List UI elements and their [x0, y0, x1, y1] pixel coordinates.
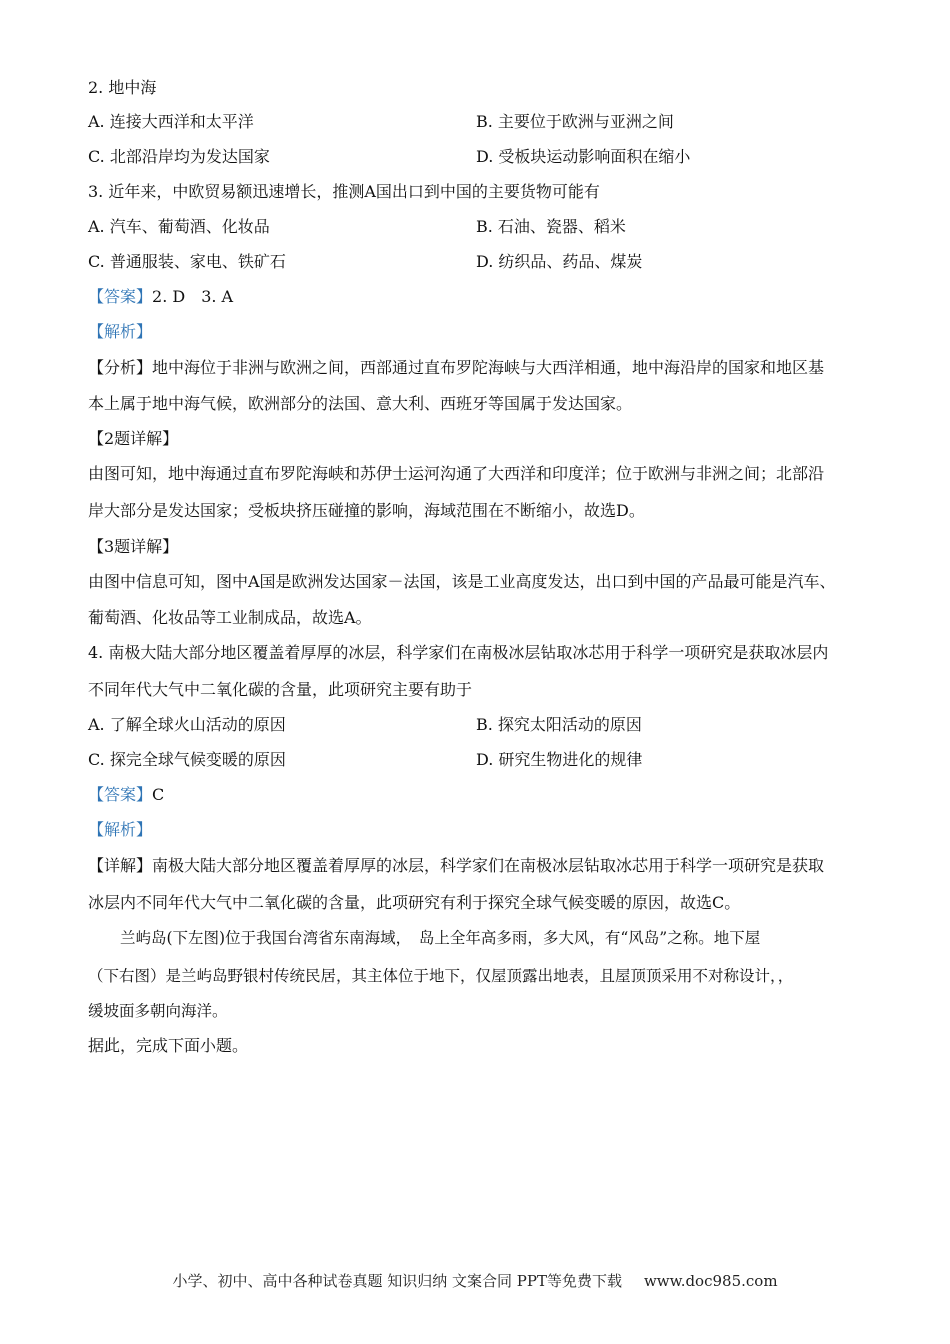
detail-2-line-2: 岸大部分是发达国家；受板块挤压碰撞的影响，海域范围在不断缩小，故选D。 — [88, 501, 645, 520]
fenxi-line-1 — [88, 358, 824, 378]
question-2-stem: 2. 地中海 — [88, 78, 157, 97]
analysis-tag-1 — [88, 322, 152, 342]
page-footer — [0, 1270, 950, 1291]
fenxi-line-2: 本上属于地中海气候，欧洲部分的法国、意大利、西班牙等国属于发达国家。 — [88, 394, 633, 413]
answer-text: 2. D 3. A — [152, 287, 234, 306]
question-4-option-d: D. 研究生物进化的规律 — [476, 750, 643, 769]
detail-4-line-2: 冰层内不同年代大气中二氧化碳的含量，此项研究有利于探究全球气候变暖的原因，故选C。 — [88, 893, 741, 912]
answer-line-1 — [88, 287, 233, 307]
detail-3-line-1: 由图中信息可知，图中A国是欧洲发达国家－法国，该是工业高度发达，出口到中国的产品最可能是汽车、 — [88, 572, 836, 591]
question-3-option-a: A. 汽车、葡萄酒、化妆品 — [88, 217, 270, 236]
analysis-tag: 【解析】 — [88, 322, 153, 341]
answer-tag: 【答案】 — [88, 287, 153, 306]
analysis-tag-2: 【解析】 — [88, 820, 153, 839]
footer-url[interactable]: www.doc985.com — [643, 1272, 778, 1290]
question-2-option-c: C. 北部沿岸均为发达国家 — [88, 147, 270, 166]
detail-2-line-1: 由图可知，地中海通过直布罗陀海峡和苏伊士运河沟通了大西洋和印度洋；位于欧洲与非洲之间；北部沿 — [88, 464, 825, 483]
question-3-option-d: D. 纺织品、药品、煤炭 — [476, 252, 643, 271]
analysis-tag-2-line — [88, 820, 152, 840]
fenxi-text-1: 地中海位于非洲与欧洲之间，西部通过直布罗陀海峡与大西洋相通，地中海沿岸的国家和地区基 — [152, 358, 825, 377]
passage-line-2: （下右图）是兰屿岛野银村传统民居，其主体位于地下，仅屋顶露出地表，且屋顶顶采用不对称设计，， — [88, 967, 794, 985]
passage-line-3: 缓坡面多朝向海洋。 — [88, 1002, 228, 1020]
detail-3-line-2: 葡萄酒、化妆品等工业制成品，故选A。 — [88, 608, 372, 627]
detail-4-line-1 — [88, 856, 824, 876]
detail-2-header: 【2题详解】 — [88, 429, 179, 448]
question-2-option-a: A. 连接大西洋和太平洋 — [88, 112, 254, 131]
question-2-option-d: D. 受板块运动影响面积在缩小 — [476, 147, 691, 166]
question-3-option-c: C. 普通服装、家电、铁矿石 — [88, 252, 286, 271]
detail-4-text-1: 南极大陆大部分地区覆盖着厚厚的冰层，科学家们在南极冰层钻取冰芯用于科学一项研究是获取 — [152, 856, 825, 875]
passage-line-4: 据此，完成下面小题。 — [88, 1036, 249, 1055]
footer-text: 小学、初中、高中各种试卷真题 知识归纳 文案合同 PPT等免费下载 — [172, 1272, 622, 1290]
question-4-option-a: A. 了解全球火山活动的原因 — [88, 715, 286, 734]
question-4-stem-line-2: 不同年代大气中二氧化碳的含量，此项研究主要有助于 — [88, 680, 473, 699]
answer-line-2 — [88, 785, 164, 805]
question-3-stem: 3. 近年来，中欧贸易额迅速增长，推测A国出口到中国的主要货物可能有 — [88, 182, 600, 201]
fenxi-tag: 【分析】 — [88, 358, 153, 377]
detail-4-tag: 【详解】 — [88, 856, 153, 875]
answer-tag-2: 【答案】 — [88, 785, 153, 804]
question-4-option-b: B. 探究太阳活动的原因 — [476, 715, 642, 734]
question-2-option-b: B. 主要位于欧洲与亚洲之间 — [476, 112, 674, 131]
question-4-stem-line-1: 4. 南极大陆大部分地区覆盖着厚厚的冰层，科学家们在南极冰层钻取冰芯用于科学一项研究是获取冰层内 — [88, 643, 829, 662]
question-4-option-c: C. 探完全球气候变暖的原因 — [88, 750, 286, 769]
question-3-option-b: B. 石油、瓷器、稻米 — [476, 217, 626, 236]
detail-3-header: 【3题详解】 — [88, 537, 179, 556]
passage-line-1: 兰屿岛(下左图)位于我国台湾省东南海域， 岛上全年高多雨，多大风，有“风岛”之称。地下屋 — [120, 929, 761, 947]
answer-text-2: C — [152, 785, 165, 804]
